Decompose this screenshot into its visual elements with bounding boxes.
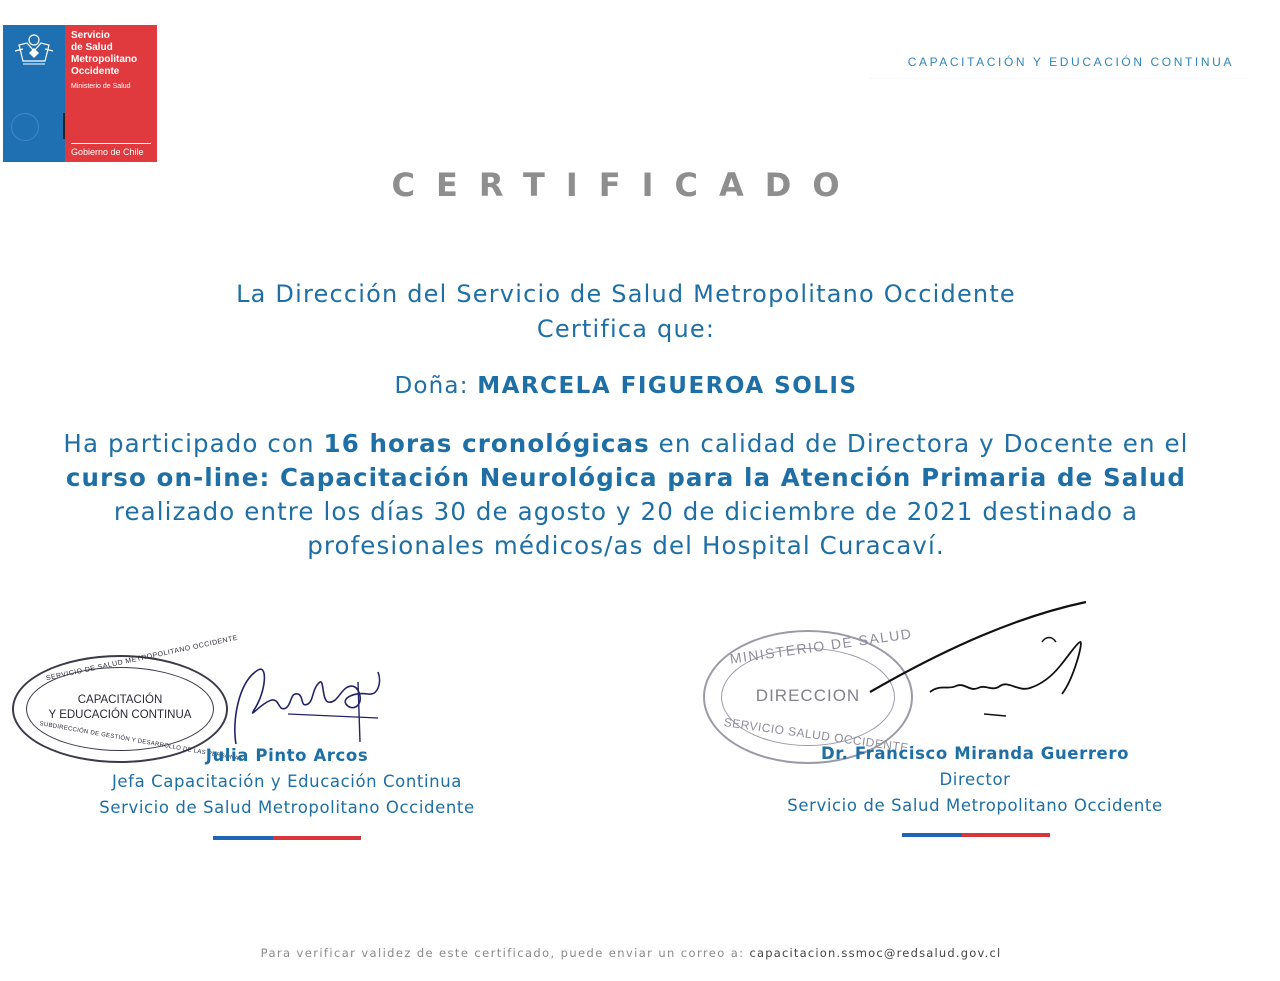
logo-name-line: Metropolitano: [71, 54, 138, 65]
program-header: CAPACITACIÓN Y EDUCACIÓN CONTINUA: [907, 55, 1234, 69]
signer-org: Servicio de Salud Metropolitano Occidente: [99, 798, 475, 817]
stamp-arc-top: MINISTERIO DE SALUD: [728, 625, 914, 667]
signer-role: Jefa Capacitación y Educación Continua: [111, 772, 463, 791]
stamp-arc-bottom: SUBDIRECCIÓN DE GESTIÓN Y DESARROLLO DE LAS PERSONAS: [39, 721, 244, 763]
logo-name-line: Occidente: [71, 66, 120, 77]
course-text: curso on-line: Capacitación Neurológica para la Atención Primaria de Salud: [65, 463, 1187, 492]
certificate-title: CERTIFICADO: [391, 166, 861, 204]
body-row-3: realizado entre los días 30 de agosto y 20 de diciembre de 2021 destinado a: [113, 497, 1139, 526]
stamp-arc-top: SERVICIO DE SALUD METROPOLITANO OCCIDENTE: [45, 634, 239, 683]
body-row-4: profesionales médicos/as del Hospital Curacaví.: [307, 531, 945, 560]
signer-left: [82, 743, 492, 821]
body-text: Ha participado con: [63, 429, 324, 458]
signer-right: [760, 741, 1190, 819]
logo-divider: [71, 143, 151, 144]
seal-icon: [11, 113, 39, 141]
logo-name: [71, 30, 157, 78]
logo-ministerio: Ministerio de Salud: [71, 83, 131, 90]
stamp-arc-bottom: SERVICIO SALUD OCCIDENTE: [722, 715, 910, 755]
signer-name: Julia Pinto Arcos: [205, 746, 369, 765]
certificate-body: [0, 427, 1252, 563]
footer-text: Para verificar validez de este certificado, puede enviar un correo a:: [260, 946, 750, 960]
signer-role: Director: [939, 770, 1011, 789]
stamp-center: [14, 693, 226, 723]
verification-footer: [0, 946, 1262, 960]
header-decoration: [870, 78, 1250, 109]
intro-line-2: Certifica que:: [536, 315, 716, 343]
signature-left: [228, 652, 388, 752]
body-row-1: [0, 427, 1252, 461]
logo-red-panel: [65, 25, 157, 162]
body-row-2: [0, 461, 1252, 495]
flag-divider-right: [902, 833, 1050, 837]
chile-coat-of-arms-icon: [11, 31, 57, 67]
logo-name-line: Servicio: [71, 30, 110, 41]
stamp-center-line: Y EDUCACIÓN CONTINUA: [48, 709, 192, 721]
ssmoc-logo: [3, 25, 157, 162]
logo-gobierno: Gobierno de Chile: [71, 147, 144, 157]
recipient-line: [0, 373, 1252, 399]
hours-text: 16 horas cronológicas: [323, 429, 650, 458]
recipient-prefix: Doña:: [394, 373, 469, 399]
body-text: en calidad de Directora y Docente en el: [649, 429, 1189, 458]
signer-name: Dr. Francisco Miranda Guerrero: [820, 744, 1130, 763]
footer-email[interactable]: capacitacion.ssmoc@redsalud.gov.cl: [749, 946, 1002, 960]
signature-right: [780, 596, 1100, 726]
stamp-center-line: CAPACITACIÓN: [77, 694, 163, 706]
recipient-name: MARCELA FIGUEROA SOLIS: [477, 373, 858, 399]
logo-name-line: de Salud: [71, 42, 113, 53]
stamp-center: DIRECCION: [755, 686, 861, 705]
signer-org: Servicio de Salud Metropolitano Occidente: [787, 796, 1163, 815]
intro-line-1: La Dirección del Servicio de Salud Metropolitano Occidente: [236, 280, 1016, 308]
flag-divider-left: [213, 836, 361, 840]
logo-blue-panel: [3, 25, 65, 162]
